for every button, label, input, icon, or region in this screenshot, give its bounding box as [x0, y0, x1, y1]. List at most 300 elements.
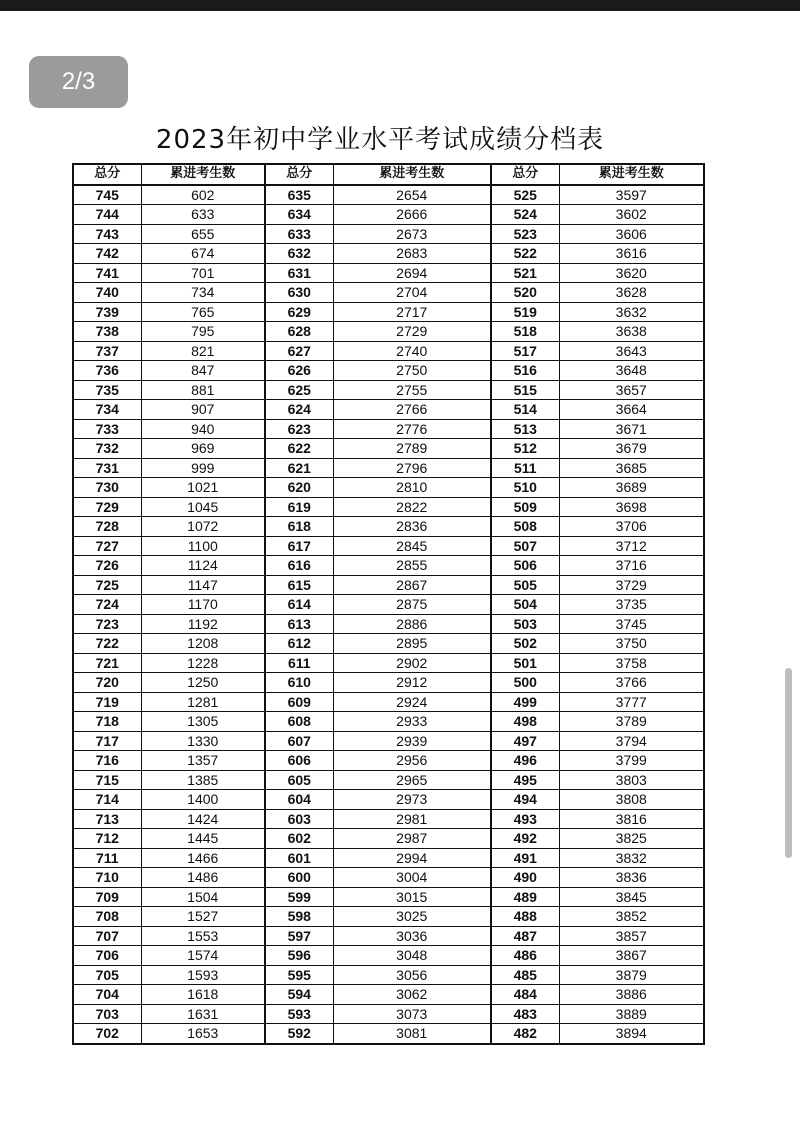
cell-total-score: 718 [73, 712, 141, 732]
cell-cumulative-count: 3808 [559, 790, 704, 810]
table-row [73, 341, 704, 361]
table-body [73, 185, 704, 1044]
cell-cumulative-count: 3638 [559, 322, 704, 342]
table-row [73, 517, 704, 537]
cell-total-score: 608 [265, 712, 333, 732]
cell-cumulative-count: 2973 [333, 790, 491, 810]
cell-cumulative-count: 3845 [559, 887, 704, 907]
cell-cumulative-count: 3597 [559, 185, 704, 205]
cell-cumulative-count: 3056 [333, 965, 491, 985]
cell-total-score: 710 [73, 868, 141, 888]
cell-total-score: 501 [491, 653, 559, 673]
cell-cumulative-count: 1147 [141, 575, 265, 595]
cell-total-score: 596 [265, 946, 333, 966]
cell-cumulative-count: 3886 [559, 985, 704, 1005]
header-total-score-1: 总分 [73, 164, 141, 185]
cell-cumulative-count: 2994 [333, 848, 491, 868]
cell-total-score: 732 [73, 439, 141, 459]
cell-cumulative-count: 3758 [559, 653, 704, 673]
cell-cumulative-count: 1385 [141, 770, 265, 790]
cell-total-score: 635 [265, 185, 333, 205]
table-row [73, 263, 704, 283]
cell-total-score: 612 [265, 634, 333, 654]
cell-total-score: 525 [491, 185, 559, 205]
cell-total-score: 618 [265, 517, 333, 537]
table-row [73, 673, 704, 693]
cell-total-score: 614 [265, 595, 333, 615]
cell-total-score: 492 [491, 829, 559, 849]
cell-cumulative-count: 2886 [333, 614, 491, 634]
cell-cumulative-count: 3004 [333, 868, 491, 888]
cell-cumulative-count: 2965 [333, 770, 491, 790]
cell-total-score: 726 [73, 556, 141, 576]
cell-total-score: 503 [491, 614, 559, 634]
cell-cumulative-count: 674 [141, 244, 265, 264]
cell-cumulative-count: 1228 [141, 653, 265, 673]
cell-cumulative-count: 633 [141, 205, 265, 225]
cell-cumulative-count: 3766 [559, 673, 704, 693]
cell-total-score: 632 [265, 244, 333, 264]
cell-total-score: 704 [73, 985, 141, 1005]
table-row [73, 1004, 704, 1024]
cell-cumulative-count: 3036 [333, 926, 491, 946]
cell-cumulative-count: 2924 [333, 692, 491, 712]
cell-total-score: 736 [73, 361, 141, 381]
cell-cumulative-count: 3698 [559, 497, 704, 517]
cell-total-score: 486 [491, 946, 559, 966]
cell-total-score: 706 [73, 946, 141, 966]
cell-total-score: 605 [265, 770, 333, 790]
header-total-score-3: 总分 [491, 164, 559, 185]
cell-cumulative-count: 3671 [559, 419, 704, 439]
header-cumulative-count-3: 累进考生数 [559, 164, 704, 185]
cell-total-score: 606 [265, 751, 333, 771]
cell-total-score: 727 [73, 536, 141, 556]
cell-cumulative-count: 2729 [333, 322, 491, 342]
table-row [73, 965, 704, 985]
cell-total-score: 738 [73, 322, 141, 342]
cell-cumulative-count: 2981 [333, 809, 491, 829]
cell-cumulative-count: 3643 [559, 341, 704, 361]
cell-cumulative-count: 3857 [559, 926, 704, 946]
table-row [73, 244, 704, 264]
table-row [73, 185, 704, 205]
cell-total-score: 510 [491, 478, 559, 498]
table-row [73, 556, 704, 576]
table-row [73, 653, 704, 673]
table-row [73, 868, 704, 888]
cell-total-score: 621 [265, 458, 333, 478]
cell-cumulative-count: 3606 [559, 224, 704, 244]
cell-cumulative-count: 3648 [559, 361, 704, 381]
cell-cumulative-count: 2987 [333, 829, 491, 849]
cell-cumulative-count: 602 [141, 185, 265, 205]
cell-total-score: 720 [73, 673, 141, 693]
cell-cumulative-count: 734 [141, 283, 265, 303]
cell-total-score: 613 [265, 614, 333, 634]
table-row [73, 224, 704, 244]
cell-total-score: 597 [265, 926, 333, 946]
cell-total-score: 740 [73, 283, 141, 303]
table-row [73, 302, 704, 322]
cell-cumulative-count: 2766 [333, 400, 491, 420]
cell-total-score: 633 [265, 224, 333, 244]
table-row [73, 478, 704, 498]
cell-total-score: 628 [265, 322, 333, 342]
cell-total-score: 703 [73, 1004, 141, 1024]
cell-total-score: 744 [73, 205, 141, 225]
cell-total-score: 712 [73, 829, 141, 849]
cell-cumulative-count: 3685 [559, 458, 704, 478]
cell-total-score: 741 [73, 263, 141, 283]
cell-total-score: 630 [265, 283, 333, 303]
cell-cumulative-count: 2654 [333, 185, 491, 205]
cell-cumulative-count: 2822 [333, 497, 491, 517]
cell-total-score: 506 [491, 556, 559, 576]
cell-cumulative-count: 3777 [559, 692, 704, 712]
table-row [73, 380, 704, 400]
cell-cumulative-count: 1466 [141, 848, 265, 868]
cell-total-score: 730 [73, 478, 141, 498]
cell-cumulative-count: 940 [141, 419, 265, 439]
cell-cumulative-count: 1400 [141, 790, 265, 810]
cell-cumulative-count: 3735 [559, 595, 704, 615]
cell-cumulative-count: 3679 [559, 439, 704, 459]
cell-cumulative-count: 2717 [333, 302, 491, 322]
cell-total-score: 512 [491, 439, 559, 459]
cell-cumulative-count: 3616 [559, 244, 704, 264]
cell-cumulative-count: 2694 [333, 263, 491, 283]
cell-total-score: 709 [73, 887, 141, 907]
cell-total-score: 721 [73, 653, 141, 673]
cell-total-score: 504 [491, 595, 559, 615]
cell-cumulative-count: 3879 [559, 965, 704, 985]
cell-total-score: 609 [265, 692, 333, 712]
cell-total-score: 625 [265, 380, 333, 400]
cell-cumulative-count: 795 [141, 322, 265, 342]
cell-total-score: 485 [491, 965, 559, 985]
cell-total-score: 489 [491, 887, 559, 907]
cell-total-score: 516 [491, 361, 559, 381]
top-edge-bar [0, 0, 800, 11]
cell-cumulative-count: 2933 [333, 712, 491, 732]
cell-total-score: 594 [265, 985, 333, 1005]
cell-cumulative-count: 3816 [559, 809, 704, 829]
cell-total-score: 716 [73, 751, 141, 771]
header-cumulative-count-1: 累进考生数 [141, 164, 265, 185]
cell-total-score: 509 [491, 497, 559, 517]
table-row [73, 361, 704, 381]
cell-total-score: 623 [265, 419, 333, 439]
cell-cumulative-count: 2867 [333, 575, 491, 595]
cell-cumulative-count: 2673 [333, 224, 491, 244]
cell-cumulative-count: 1045 [141, 497, 265, 517]
cell-cumulative-count: 1631 [141, 1004, 265, 1024]
cell-total-score: 717 [73, 731, 141, 751]
cell-total-score: 600 [265, 868, 333, 888]
cell-total-score: 713 [73, 809, 141, 829]
cell-cumulative-count: 3803 [559, 770, 704, 790]
cell-cumulative-count: 1527 [141, 907, 265, 927]
cell-total-score: 488 [491, 907, 559, 927]
cell-cumulative-count: 2810 [333, 478, 491, 498]
score-table [72, 163, 705, 1045]
cell-total-score: 602 [265, 829, 333, 849]
cell-total-score: 496 [491, 751, 559, 771]
table-row [73, 614, 704, 634]
cell-cumulative-count: 3706 [559, 517, 704, 537]
cell-cumulative-count: 1305 [141, 712, 265, 732]
cell-total-score: 735 [73, 380, 141, 400]
cell-cumulative-count: 2755 [333, 380, 491, 400]
cell-cumulative-count: 999 [141, 458, 265, 478]
cell-cumulative-count: 2836 [333, 517, 491, 537]
cell-cumulative-count: 3852 [559, 907, 704, 927]
table-row [73, 400, 704, 420]
cell-cumulative-count: 3081 [333, 1024, 491, 1044]
cell-total-score: 511 [491, 458, 559, 478]
table-row [73, 634, 704, 654]
cell-cumulative-count: 1593 [141, 965, 265, 985]
cell-total-score: 702 [73, 1024, 141, 1044]
table-row [73, 712, 704, 732]
cell-cumulative-count: 2845 [333, 536, 491, 556]
cell-total-score: 484 [491, 985, 559, 1005]
table-row [73, 887, 704, 907]
header-cumulative-count-2: 累进考生数 [333, 164, 491, 185]
cell-cumulative-count: 2796 [333, 458, 491, 478]
cell-total-score: 715 [73, 770, 141, 790]
table-row [73, 419, 704, 439]
cell-cumulative-count: 2939 [333, 731, 491, 751]
cell-total-score: 731 [73, 458, 141, 478]
cell-cumulative-count: 3867 [559, 946, 704, 966]
cell-total-score: 629 [265, 302, 333, 322]
table-row [73, 575, 704, 595]
cell-cumulative-count: 3889 [559, 1004, 704, 1024]
cell-cumulative-count: 3799 [559, 751, 704, 771]
cell-cumulative-count: 1250 [141, 673, 265, 693]
table-row [73, 692, 704, 712]
cell-total-score: 719 [73, 692, 141, 712]
table-row [73, 790, 704, 810]
table-row [73, 595, 704, 615]
cell-total-score: 729 [73, 497, 141, 517]
cell-total-score: 502 [491, 634, 559, 654]
table-row [73, 985, 704, 1005]
cell-total-score: 622 [265, 439, 333, 459]
cell-total-score: 508 [491, 517, 559, 537]
cell-cumulative-count: 1170 [141, 595, 265, 615]
table-row [73, 848, 704, 868]
cell-total-score: 520 [491, 283, 559, 303]
cell-total-score: 482 [491, 1024, 559, 1044]
cell-cumulative-count: 655 [141, 224, 265, 244]
cell-cumulative-count: 1445 [141, 829, 265, 849]
table-row [73, 751, 704, 771]
cell-total-score: 500 [491, 673, 559, 693]
cell-total-score: 707 [73, 926, 141, 946]
cell-cumulative-count: 1618 [141, 985, 265, 1005]
cell-total-score: 505 [491, 575, 559, 595]
cell-total-score: 610 [265, 673, 333, 693]
cell-total-score: 728 [73, 517, 141, 537]
cell-cumulative-count: 1021 [141, 478, 265, 498]
cell-cumulative-count: 3602 [559, 205, 704, 225]
cell-total-score: 593 [265, 1004, 333, 1024]
table-header-row [73, 164, 704, 185]
cell-total-score: 494 [491, 790, 559, 810]
cell-cumulative-count: 3657 [559, 380, 704, 400]
cell-cumulative-count: 3620 [559, 263, 704, 283]
cell-cumulative-count: 2912 [333, 673, 491, 693]
cell-total-score: 497 [491, 731, 559, 751]
cell-total-score: 634 [265, 205, 333, 225]
cell-cumulative-count: 2683 [333, 244, 491, 264]
cell-cumulative-count: 1504 [141, 887, 265, 907]
cell-cumulative-count: 701 [141, 263, 265, 283]
cell-total-score: 617 [265, 536, 333, 556]
cell-cumulative-count: 3664 [559, 400, 704, 420]
cell-cumulative-count: 2666 [333, 205, 491, 225]
cell-cumulative-count: 3048 [333, 946, 491, 966]
cell-total-score: 620 [265, 478, 333, 498]
cell-cumulative-count: 1072 [141, 517, 265, 537]
cell-total-score: 515 [491, 380, 559, 400]
cell-cumulative-count: 1424 [141, 809, 265, 829]
cell-cumulative-count: 3628 [559, 283, 704, 303]
cell-total-score: 491 [491, 848, 559, 868]
cell-cumulative-count: 907 [141, 400, 265, 420]
cell-cumulative-count: 2895 [333, 634, 491, 654]
cell-cumulative-count: 847 [141, 361, 265, 381]
cell-cumulative-count: 1281 [141, 692, 265, 712]
cell-total-score: 522 [491, 244, 559, 264]
document-title: 2023年初中学业水平考试成绩分档表 [155, 125, 605, 155]
cell-cumulative-count: 881 [141, 380, 265, 400]
table-row [73, 1024, 704, 1044]
cell-total-score: 742 [73, 244, 141, 264]
cell-cumulative-count: 3712 [559, 536, 704, 556]
cell-total-score: 739 [73, 302, 141, 322]
scrollbar-thumb[interactable] [785, 668, 792, 858]
cell-total-score: 708 [73, 907, 141, 927]
cell-cumulative-count: 1486 [141, 868, 265, 888]
cell-cumulative-count: 1653 [141, 1024, 265, 1044]
cell-total-score: 743 [73, 224, 141, 244]
cell-total-score: 619 [265, 497, 333, 517]
cell-total-score: 599 [265, 887, 333, 907]
cell-total-score: 611 [265, 653, 333, 673]
table-row [73, 322, 704, 342]
cell-total-score: 711 [73, 848, 141, 868]
cell-total-score: 592 [265, 1024, 333, 1044]
cell-cumulative-count: 1208 [141, 634, 265, 654]
cell-cumulative-count: 821 [141, 341, 265, 361]
cell-total-score: 723 [73, 614, 141, 634]
cell-total-score: 603 [265, 809, 333, 829]
cell-total-score: 615 [265, 575, 333, 595]
table-row [73, 536, 704, 556]
cell-total-score: 498 [491, 712, 559, 732]
table-row [73, 809, 704, 829]
cell-total-score: 483 [491, 1004, 559, 1024]
cell-total-score: 631 [265, 263, 333, 283]
cell-total-score: 499 [491, 692, 559, 712]
cell-cumulative-count: 2789 [333, 439, 491, 459]
table-row [73, 205, 704, 225]
cell-total-score: 714 [73, 790, 141, 810]
cell-cumulative-count: 1574 [141, 946, 265, 966]
cell-cumulative-count: 3894 [559, 1024, 704, 1044]
cell-total-score: 490 [491, 868, 559, 888]
cell-total-score: 598 [265, 907, 333, 927]
table-row [73, 458, 704, 478]
cell-total-score: 514 [491, 400, 559, 420]
cell-total-score: 607 [265, 731, 333, 751]
cell-cumulative-count: 1357 [141, 751, 265, 771]
cell-total-score: 524 [491, 205, 559, 225]
cell-total-score: 513 [491, 419, 559, 439]
table-row [73, 497, 704, 517]
cell-cumulative-count: 3729 [559, 575, 704, 595]
cell-cumulative-count: 3716 [559, 556, 704, 576]
cell-cumulative-count: 3750 [559, 634, 704, 654]
cell-cumulative-count: 1553 [141, 926, 265, 946]
table-row [73, 946, 704, 966]
cell-cumulative-count: 2750 [333, 361, 491, 381]
cell-cumulative-count: 3832 [559, 848, 704, 868]
table-row [73, 907, 704, 927]
cell-cumulative-count: 3062 [333, 985, 491, 1005]
cell-cumulative-count: 1100 [141, 536, 265, 556]
cell-total-score: 705 [73, 965, 141, 985]
header-total-score-2: 总分 [265, 164, 333, 185]
cell-cumulative-count: 2776 [333, 419, 491, 439]
cell-total-score: 523 [491, 224, 559, 244]
cell-total-score: 521 [491, 263, 559, 283]
cell-total-score: 725 [73, 575, 141, 595]
cell-cumulative-count: 2740 [333, 341, 491, 361]
cell-total-score: 626 [265, 361, 333, 381]
cell-cumulative-count: 3689 [559, 478, 704, 498]
cell-cumulative-count: 2875 [333, 595, 491, 615]
cell-cumulative-count: 1124 [141, 556, 265, 576]
table-row [73, 926, 704, 946]
cell-total-score: 517 [491, 341, 559, 361]
cell-total-score: 487 [491, 926, 559, 946]
cell-total-score: 595 [265, 965, 333, 985]
cell-total-score: 737 [73, 341, 141, 361]
cell-cumulative-count: 1192 [141, 614, 265, 634]
cell-cumulative-count: 3789 [559, 712, 704, 732]
cell-cumulative-count: 3825 [559, 829, 704, 849]
cell-cumulative-count: 969 [141, 439, 265, 459]
page-indicator: 2/3 [29, 56, 128, 108]
cell-cumulative-count: 3745 [559, 614, 704, 634]
cell-total-score: 518 [491, 322, 559, 342]
cell-total-score: 495 [491, 770, 559, 790]
cell-cumulative-count: 2956 [333, 751, 491, 771]
cell-cumulative-count: 3073 [333, 1004, 491, 1024]
cell-cumulative-count: 3794 [559, 731, 704, 751]
table-row [73, 829, 704, 849]
table-row [73, 283, 704, 303]
cell-total-score: 724 [73, 595, 141, 615]
cell-total-score: 616 [265, 556, 333, 576]
cell-total-score: 745 [73, 185, 141, 205]
cell-total-score: 604 [265, 790, 333, 810]
